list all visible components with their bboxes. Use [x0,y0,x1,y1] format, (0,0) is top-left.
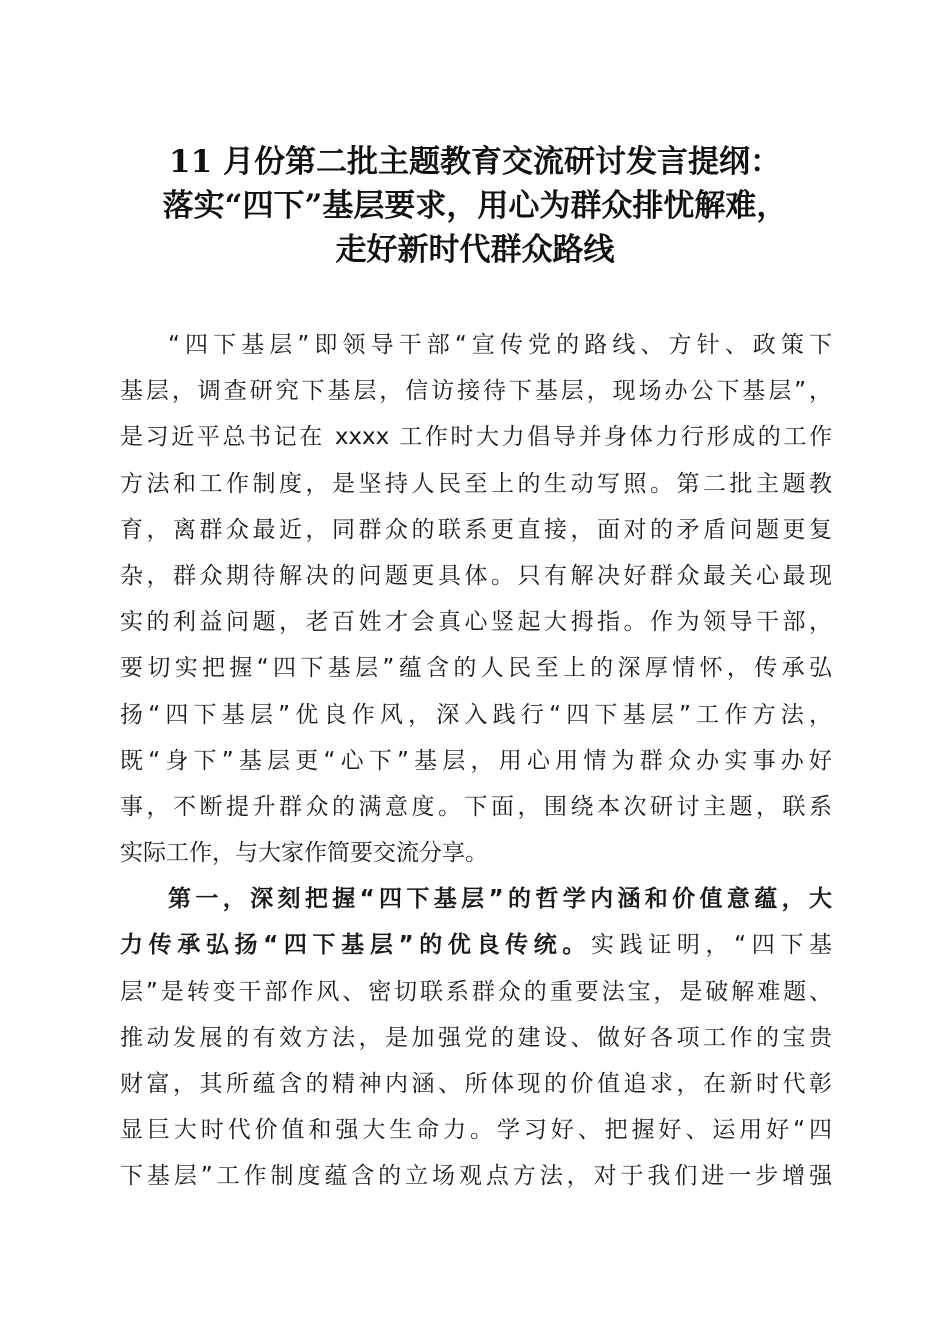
title-line-1: 11 月份第二批主题教育交流研讨发言提纲： [169,144,781,180]
paragraph-line: 要切实把握“四下基层”蕴含的人民至上的深厚情怀，传承弘 [120,655,832,682]
title-line-3: 走好新时代群众路线 [335,232,615,268]
paragraph-line: 实的利益问题，老百姓才会真心竖起大拇指。作为领导干部， [120,609,832,636]
paragraph-line: 推动发展的有效方法，是加强党的建设、做好各项工作的宝贵 [120,1024,832,1051]
paragraph-line: 扬“四下基层”优良作风，深入践行“四下基层”工作方法， [120,701,832,728]
paragraph-line: 杂，群众期待解决的问题更具体。只有解决好群众最关心最现 [120,562,832,589]
document-title [100,140,850,272]
paragraph-line: 显巨大时代价值和强大生命力。学习好、把握好、运用好“四 [120,1117,832,1144]
paragraph-line: 实际工作，与大家作简要交流分享。 [120,840,488,867]
paragraph-line-mixed [120,922,832,968]
section-heading-tail: 力传承弘扬“四下基层”的优良传统。 [120,932,592,959]
paragraph-line: 基层，调查研究下基层，信访接待下基层，现场办公下基层”， [120,378,832,405]
section-heading-line: 第一，深刻把握“四下基层”的哲学内涵和价值意蕴，大 [168,886,832,913]
paragraph-2 [120,876,832,1199]
paragraph-text-run: 实践证明，“四下基 [591,932,833,959]
paragraph-1 [120,322,832,876]
paragraph-line: 育，离群众最近，同群众的联系更直接，面对的矛盾问题更复 [120,516,832,543]
title-line-2: 落实“四下”基层要求，用心为群众排忧解难， [162,188,788,224]
paragraph-line: 下基层”工作制度蕴含的立场观点方法，对于我们进一步增强 [120,1163,832,1190]
paragraph-line: 既“身下”基层更“心下”基层，用心用情为群众办实事办好 [120,747,832,774]
paragraph-line: 事，不断提升群众的满意度。下面，围绕本次研讨主题，联系 [120,793,832,820]
paragraph-line: 财富，其所蕴含的精神内涵、所体现的价值追求，在新时代彰 [120,1071,832,1097]
paragraph-line: “四下基层”即领导干部“宣传党的路线、方针、政策下 [168,332,832,358]
document-body [120,322,832,1200]
paragraph-line: 方法和工作制度，是坚持人民至上的生动写照。第二批主题教 [120,470,832,497]
paragraph-line: 是习近平总书记在 xxxx 工作时大力倡导并身体力行形成的工作 [120,424,832,451]
paragraph-line: 层”是转变干部作风、密切联系群众的重要法宝，是破解难题、 [120,978,832,1005]
